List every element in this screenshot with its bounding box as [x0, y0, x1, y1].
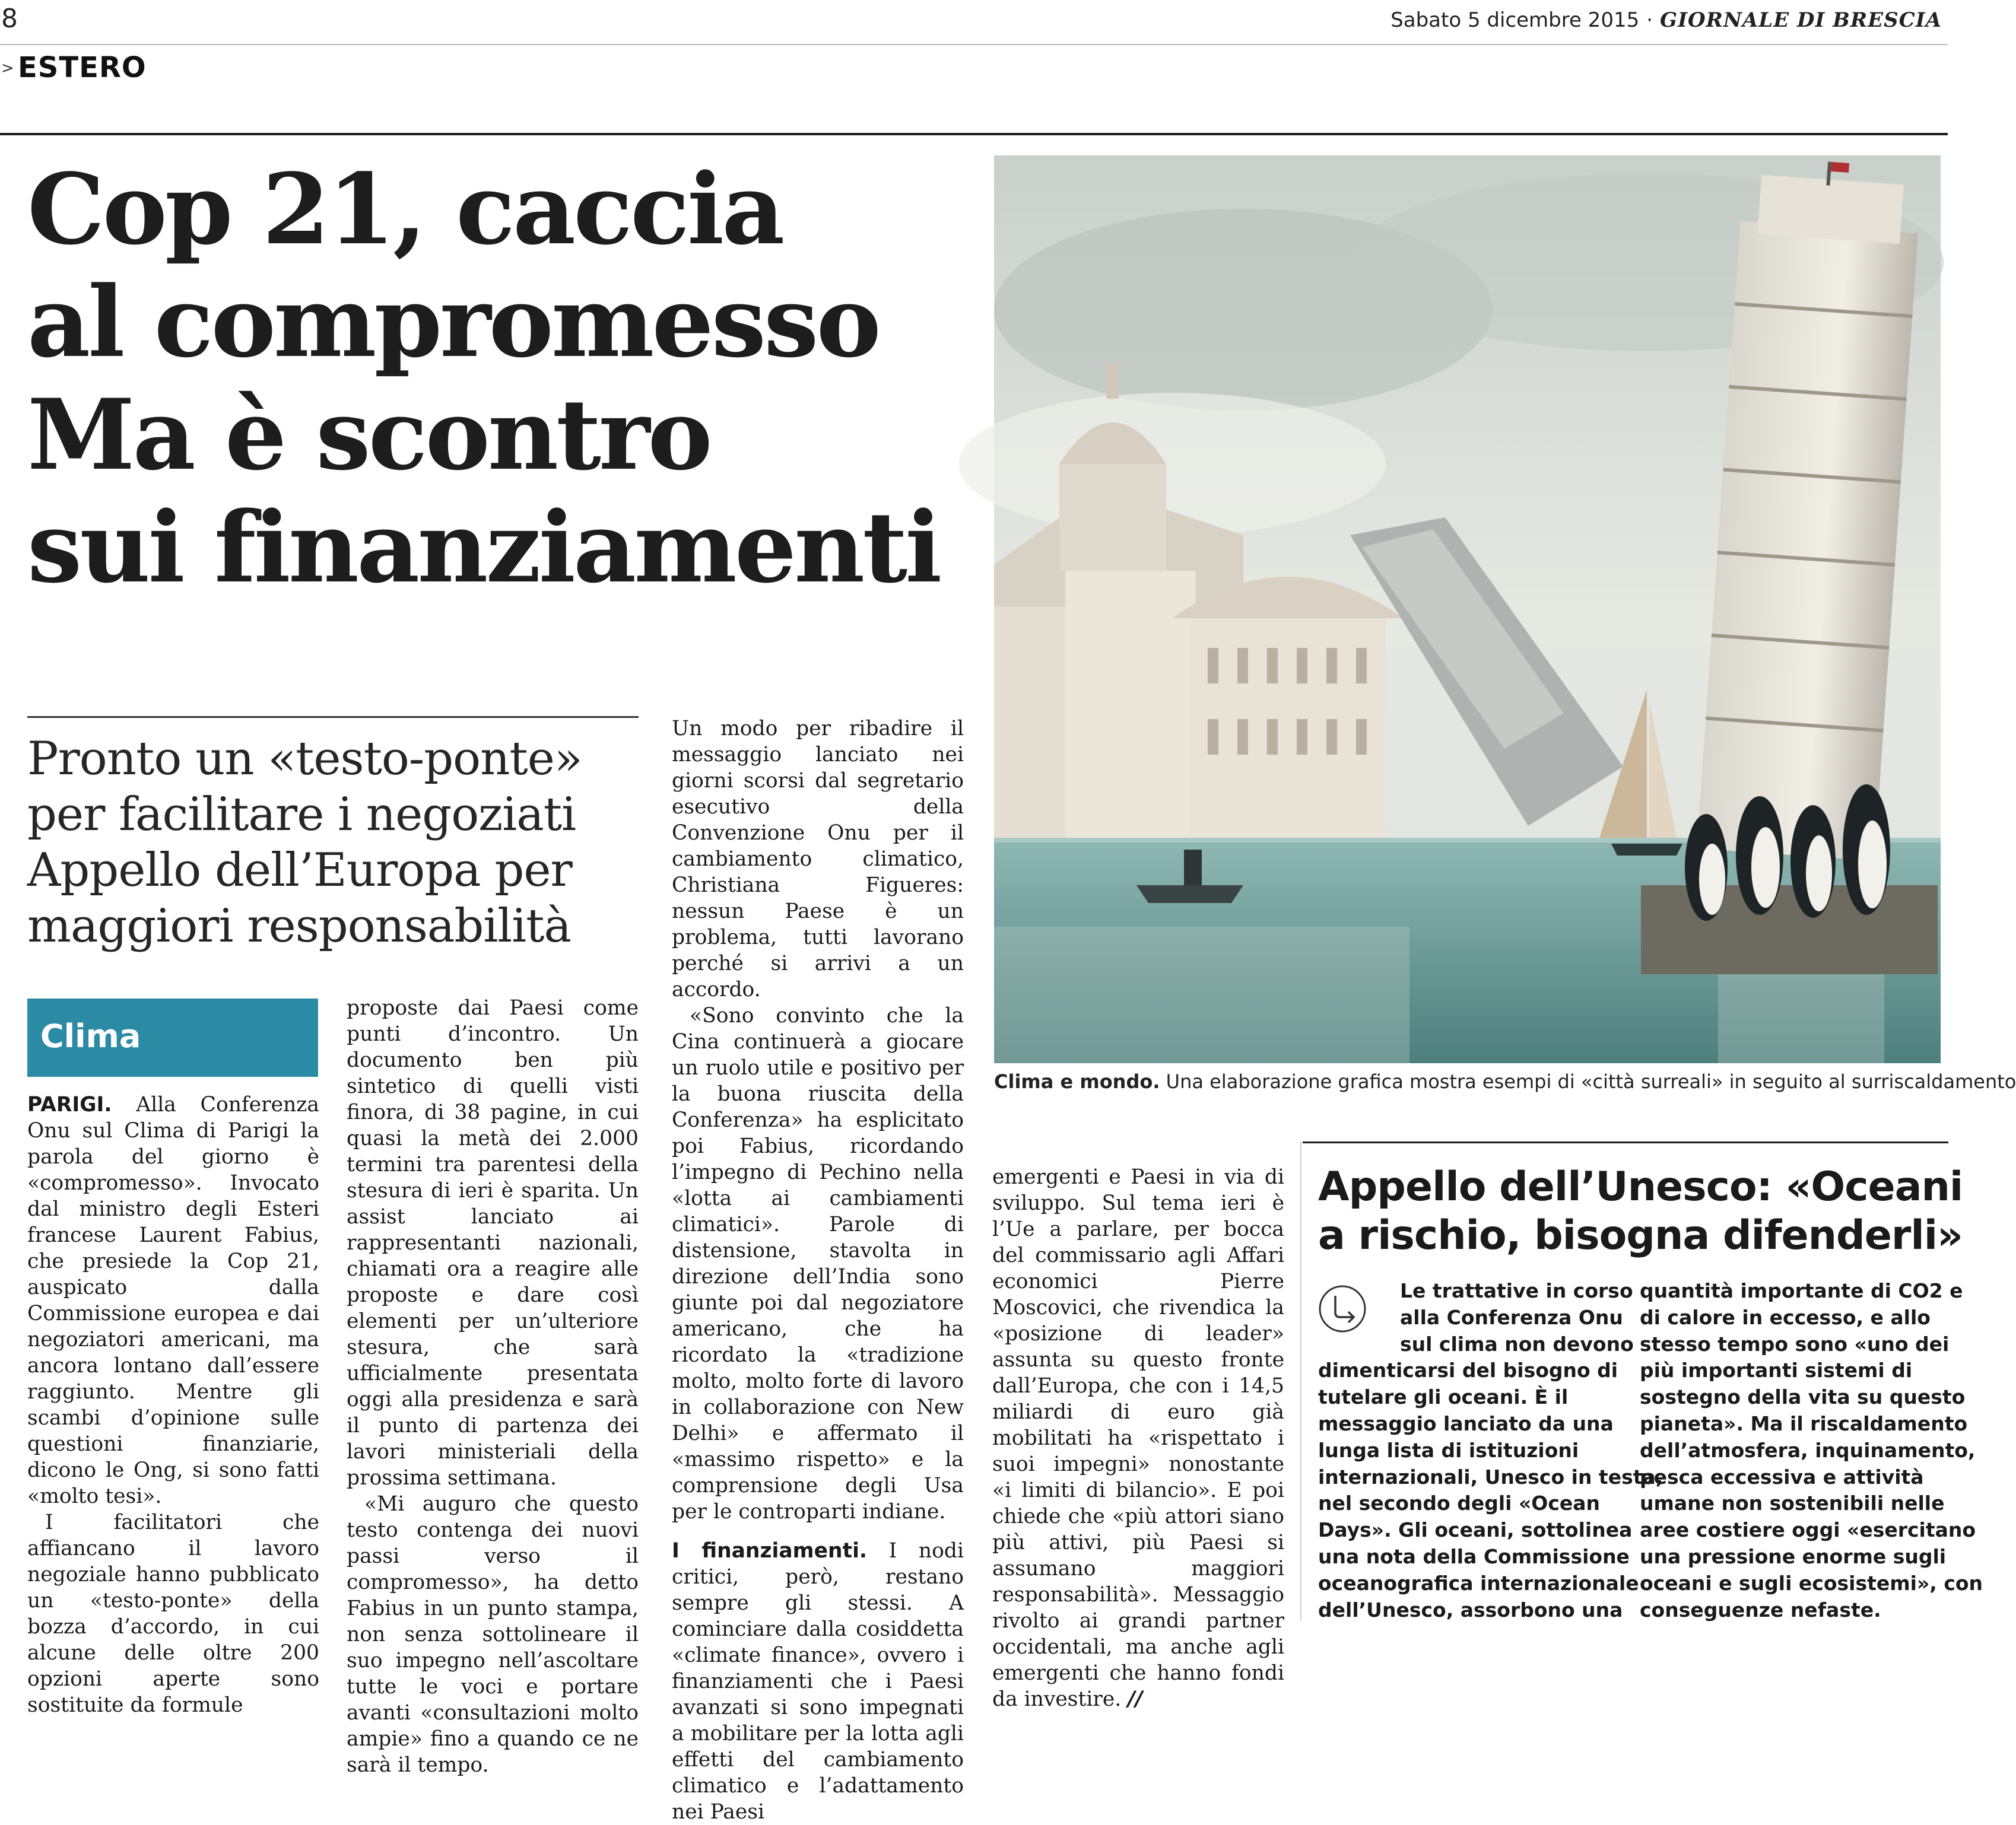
sidebar-text-line: alla Conferenza Onu	[1400, 1305, 1623, 1329]
photo-caption	[994, 1070, 2016, 1093]
dateline: PARIGI.	[27, 1093, 112, 1117]
caption-title: Clima e mondo.	[994, 1070, 1160, 1093]
sidebar-text-line: sostegno della vita su questo	[1640, 1385, 1966, 1409]
sidebar-text-line: umane non sostenibili nelle	[1640, 1492, 1945, 1515]
sidebar-top-rule	[1303, 1142, 1948, 1143]
sidebar-text-line: tutelare gli oceani. È il	[1318, 1385, 1569, 1409]
sidebar-title-line: Appello dell’Unesco: «Oceani	[1318, 1163, 1963, 1210]
sidebar-column-1	[1318, 1278, 1663, 1623]
section-label: ESTERO	[18, 51, 147, 84]
subheadline-rule	[27, 716, 639, 718]
paragraph: «Sono convinto che la Cina continuerà a giocare un ruolo utile e positivo per la buona riuscita della Conferenza» ha esplicitato poi Fabius, ricordando l’impegno di Pechino nella «lotta ai cambiamenti climatici». Parole di distensione, stavolta in direzione dell’India sono giunte poi dal negoziatore americano, che ha ricordato la «tradizione molto, molto forte di lavoro in collaborazione con New Delhi» e affermato il «massimo rispetto» e la comprensione degli Usa per le controparti indiane.	[672, 1004, 964, 1524]
headline-line: Cop 21, caccia	[27, 152, 783, 266]
sidebar-text-line: più importanti sistemi di	[1640, 1359, 1913, 1382]
subheadline-line: per facilitare i negoziati	[27, 788, 576, 841]
sidebar-text-line: nel secondo degli «Ocean	[1318, 1492, 1601, 1515]
subheadline-line: maggiori responsabilità	[27, 899, 572, 953]
sidebar-text-line: dell’atmosfera, inquinamento,	[1640, 1438, 1976, 1462]
topic-label: Clima	[40, 1018, 141, 1055]
section-subtitle: I finanziamenti.	[672, 1539, 867, 1563]
sidebar-vertical-rule	[1300, 1142, 1301, 1621]
sidebar-text-line: internazionali, Unesco in testa,	[1318, 1465, 1663, 1489]
sidebar-text-line: una nota della Commissione	[1318, 1544, 1630, 1568]
header-divider	[0, 44, 1948, 45]
subheadline-line: Appello dell’Europa per	[27, 844, 572, 897]
sidebar-text-line: messaggio lanciato da una	[1318, 1411, 1614, 1435]
issue-date: Sabato 5 dicembre 2015	[1390, 8, 1640, 32]
sidebar-text-line: una pressione enorme sugli	[1640, 1544, 1947, 1568]
paragraph: Un modo per ribadire il messaggio lanciato nei giorni scorsi dal segretario esecutivo della Convenzione Onu per il cambiamento climatico, Christiana Figueres: nessun Paese è un problema, tutti lavorano perché si arrivi a un accordo.	[672, 717, 964, 1001]
sidebar-text-line: oceanografica internazionale	[1318, 1571, 1639, 1595]
caption-text: Una elaborazione grafica mostra esempi di «città surreali» in seguito al surriscaldamento	[1166, 1070, 2016, 1093]
headline-line: al compromesso	[27, 265, 879, 379]
sidebar-title-line: a rischio, bisogna difenderli»	[1318, 1212, 1963, 1259]
article-column-1	[27, 1092, 319, 1718]
sidebar-text-line: conseguenze nefaste.	[1640, 1598, 1881, 1621]
headline-line: Ma è scontro	[27, 377, 710, 492]
paragraph: proposte dai Paesi come punti d’incontro. Un documento ben più sintetico di quelli visti finora, di 38 pagine, in cui quasi la metà dei 2.000 termini tra parentesi della stesura di ieri è sparita. Un assist lanciato ai rappresentanti nazionali, chiamati ora a reagire alle proposte e dare così elementi per un’ulteriore stesura, che sarà ufficialmente presentata oggi alla presidenza e sarà il punto di partenza dei lavori ministeriali della prossima settimana.	[347, 996, 639, 1490]
paragraph: Alla Conferenza Onu sul Clima di Parigi la parola del giorno è «compromesso». Invocato dal ministro degli Esteri francese Laurent Fabius, che presiede la Cop 21, auspicato dalla Commissione europea e dai negoziatori americani, ma ancora lontano dall’essere raggiunto. Mentre gli scambi d’opinione sulle questioni finanziarie, dicono le Ong, si sono fatti «molto tesi».	[27, 1093, 320, 1508]
sidebar-text-line: Le trattative in corso	[1400, 1279, 1633, 1302]
sidebar-text-line: pesca eccessiva e attività	[1640, 1465, 1924, 1489]
topic-label-box	[27, 999, 318, 1077]
sidebar-column-2	[1640, 1278, 1983, 1623]
subheadline	[27, 731, 656, 954]
article-photo	[994, 155, 1941, 1063]
article-column-3	[672, 716, 964, 1825]
headline-line: sui finanziamenti	[27, 490, 940, 605]
article-column-2	[347, 995, 639, 1778]
sidebar-text-line: aree costiere oggi «esercitano	[1640, 1518, 1976, 1542]
sidebar-text-line: dell’Unesco, assorbono una	[1318, 1598, 1623, 1621]
sidebar-text-line: stesso tempo sono «uno dei	[1640, 1332, 1950, 1356]
end-mark: //	[1128, 1687, 1143, 1711]
paragraph: I facilitatori che affiancano il lavoro negoziale hanno pubblicato un «testo-ponte» della bozza d’accordo, in cui alcune delle oltre 200 opzioni aperte sono sostituite da formule	[27, 1511, 319, 1717]
sidebar-text-line: di calore in eccesso, e allo	[1640, 1305, 1931, 1329]
sidebar-text-line: pianeta». Ma il riscaldamento	[1640, 1411, 1968, 1435]
sidebar-text-line: oceani e sugli ecosistemi», con	[1640, 1571, 1983, 1595]
masthead-line	[1390, 8, 1942, 32]
sidebar-text-line: quantità importante di CO2 e	[1640, 1279, 1963, 1302]
section-chevron-icon: >	[1, 59, 14, 77]
sidebar-text-line: sul clima non devono	[1400, 1332, 1634, 1356]
sidebar-text-line: lunga lista di istituzioni	[1318, 1438, 1579, 1462]
headline	[27, 153, 965, 604]
article-column-4	[992, 1164, 1284, 1712]
sidebar-text-line: dimenticarsi del bisogno di	[1318, 1359, 1618, 1382]
sidebar-title	[1318, 1163, 1963, 1260]
sidebar-text-line: Days». Gli oceani, sottolinea	[1318, 1518, 1633, 1542]
section-divider	[0, 133, 1948, 135]
date-separator: ·	[1646, 8, 1653, 32]
paragraph: emergenti e Paesi in via di sviluppo. Sul tema ieri è l’Ue a parlare, per bocca del commissario agli Affari economici Pierre Moscovici, che rivendica la «posizione di leader» assunta su questo fronte dall’Europa, che con i 14,5 miliardi di euro già mobilitati ha «rispettato i suoi impegni» nonostante «i limiti di bilancio». E poi chiede che «più attori siano più attivi, più Paesi si assumano maggiori responsabilità». Messaggio rivolto ai grandi partner occidentali, ma anche agli emergenti che hanno fondi da investire.	[992, 1165, 1284, 1711]
paragraph: I nodi critici, però, restano sempre gli stessi. A cominciare dalla cosiddetta «climate finance», ovvero i finanziamenti che i Paesi avanzati si sono impegnati a mobilitare per la lotta agli effetti del cambiamento climatico e l’adattamento nei Paesi	[672, 1539, 964, 1824]
newspaper-name: GIORNALE DI BRESCIA	[1660, 8, 1942, 32]
page-number: 8	[1, 4, 18, 34]
subheadline-line: Pronto un «testo-ponte»	[27, 732, 582, 786]
paragraph: «Mi auguro che questo testo contenga dei nuovi passi verso il compromesso», ha detto Fabius in un punto stampa, non senza sottolineare il suo impegno nell’ascoltare tutte le voci e portare avanti «consultazioni molto ampie» fino a quando ce ne sarà il tempo.	[347, 1492, 639, 1777]
